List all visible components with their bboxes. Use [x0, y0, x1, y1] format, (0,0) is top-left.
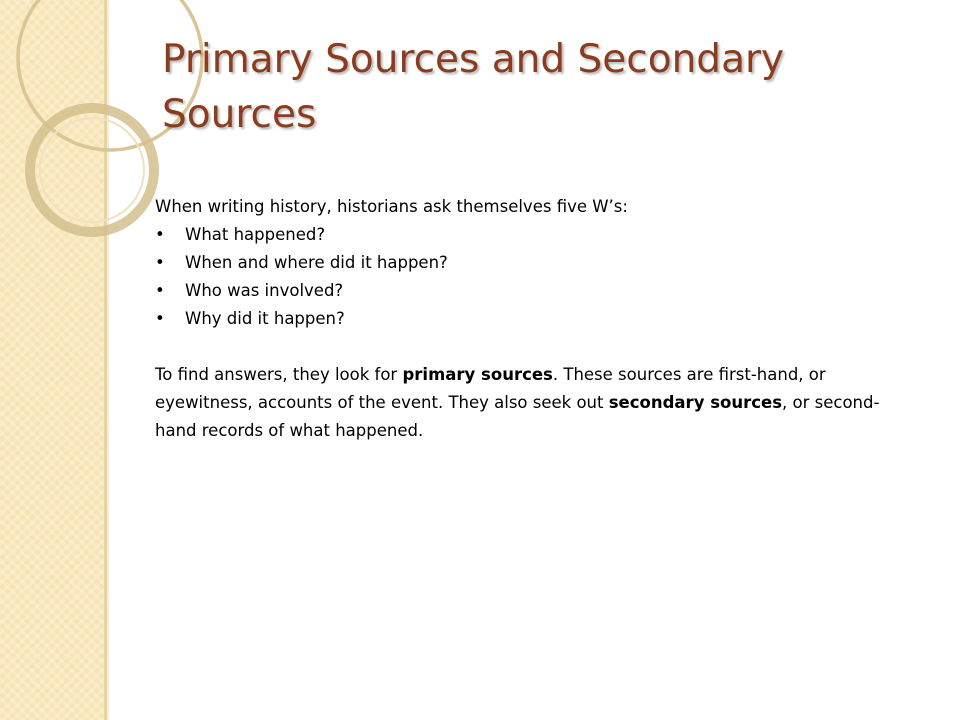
- bullet-icon: •: [155, 281, 165, 300]
- ring-small: [30, 108, 154, 232]
- bullet-icon: •: [155, 253, 165, 272]
- list-item: [155, 249, 890, 277]
- paragraph-text: . These sources are first-hand, or eyewitness, accounts of the event. They also seek out: [155, 365, 826, 412]
- list-item: [155, 221, 890, 249]
- slide-title: Primary Sources and Secondary Sources: [162, 37, 785, 137]
- list-item: [155, 305, 890, 333]
- ring-small-inner: [40, 118, 144, 222]
- paragraph-text: , or second-hand records of what happened.: [155, 393, 880, 440]
- bullet-icon: •: [155, 225, 165, 244]
- secondary-sources-term: secondary sources: [608, 393, 783, 412]
- list-item-text: When and where did it happen?: [185, 253, 448, 272]
- paragraph-text: To find answers, they look for: [155, 365, 403, 384]
- bullet-icon: •: [155, 309, 165, 328]
- sources-paragraph: [155, 361, 890, 445]
- list-item-text: What happened?: [185, 225, 326, 244]
- intro-text: When writing history, historians ask themselves five W’s:: [155, 197, 628, 216]
- slide-body: [155, 193, 890, 445]
- list-item-text: Why did it happen?: [185, 309, 345, 328]
- list-item: [155, 277, 890, 305]
- list-item-text: Who was involved?: [185, 281, 344, 300]
- primary-sources-term: primary sources: [402, 365, 553, 384]
- five-ws-list: [155, 221, 890, 333]
